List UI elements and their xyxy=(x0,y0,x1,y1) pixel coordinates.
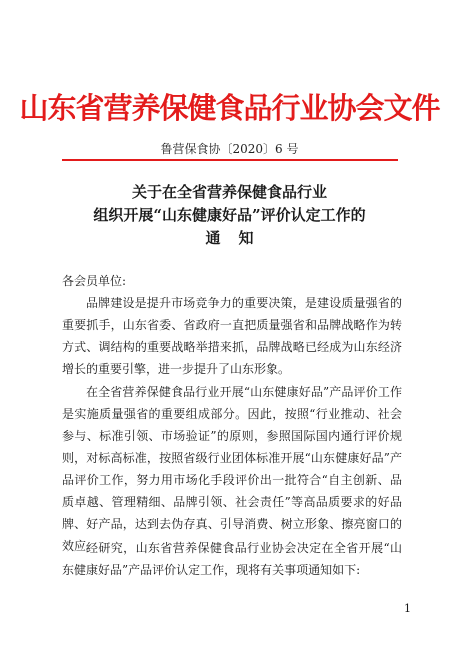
body-paragraph-2: 在全省营养保健食品行业开展“山东健康好品”产品评价工作是实施质量强省的重要组成部分。因此，按照“行业推动、社会参与、标准引领、市场验证”的原则，参照国际国内通行评价规则，对标高标准，按照省级行业团体标准开展“山东健康好品”产品评价工作，努力用市场化手段评价出一批符合“自主创新、品质卓越、管理精细、品牌引领、社会责任”等高品质要求的好品牌、好产品，达到去伪存真、引导消费、树立形象、擦亮窗口的效应。 xyxy=(62,385,402,553)
body-paragraph-1: 品牌建设是提升市场竞争力的重要决策，是建设质量强省的重要抓手，山东省委、省政府一直把质量强省和品牌战略作为转方式、调结构的重要战略举措来抓，品牌战略已经成为山东经济增长的重要引擎，进一步提升了山东形象。 xyxy=(62,296,402,376)
body-paragraph-3: 经研究，山东省营养保健食品行业协会决定在全省开展“山东健康好品”产品评价认定工作，现将有关事项通知如下: xyxy=(62,541,402,577)
notice-title xyxy=(0,181,459,250)
page-number: 1 xyxy=(404,602,411,615)
notice-title-line-3: 通知 xyxy=(205,229,272,247)
salutation: 各会员单位: xyxy=(62,274,127,288)
document-number: 鲁营保食协〔2020〕6 号 xyxy=(160,142,299,156)
notice-title-line-1: 关于在全省营养保健食品行业 xyxy=(131,183,327,201)
header-red-rule xyxy=(62,159,398,161)
notice-title-line-2: 组织开展“山东健康好品”评价认定工作的 xyxy=(93,206,366,224)
issuer-header-title: 山东省营养保健食品行业协会文件 xyxy=(19,91,440,125)
